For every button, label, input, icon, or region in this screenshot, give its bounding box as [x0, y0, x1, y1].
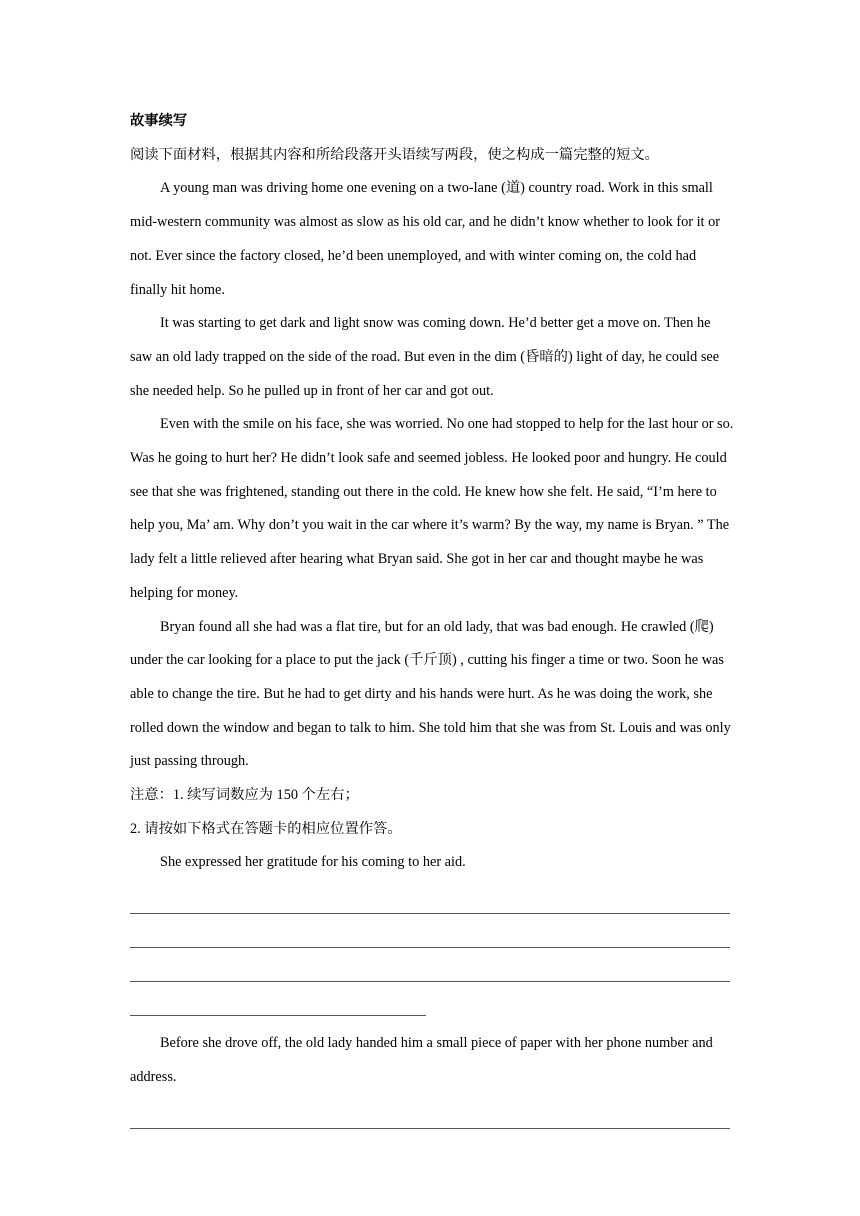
- doc-title: 故事续写: [130, 113, 188, 129]
- answer-line[interactable]: [130, 1095, 736, 1129]
- note-word-count: 注意：1. 续写词数应为 150 个左右；: [130, 787, 359, 804]
- story-paragraph-2: It was starting to get dark and light snow was coming down. He’d better get a move on. Then he saw an old lady trapped on the side of the road. But even in the dim (昏暗的) light of day, he could see she needed help. So he pulled up in front of her car and got out.: [130, 315, 720, 399]
- answer-line[interactable]: [130, 948, 736, 982]
- instruction-text: 阅读下面材料，根据其内容和所给段落开头语续写两段，使之构成一篇完整的短文。: [130, 146, 659, 163]
- document-content: [130, 105, 736, 1129]
- answer-line[interactable]: [130, 914, 736, 948]
- story-paragraph-4: Bryan found all she had was a flat tire, but for an old lady, that was bad enough. He crawled (爬) under the car looking for a place to put the jack (千斤顶) , cutting his finger a time or two. Soon he was able to change the tire. But he had to get dirty and his hands were hurt. As he was doing the work, she rolled down the window and began to talk to him. She told him that she was from St. Louis and was only just passing through.: [130, 618, 731, 770]
- answer-line-short[interactable]: [130, 982, 736, 1016]
- continuation-prompt-2: Before she drove off, the old lady handed him a small piece of paper with her phone number and address.: [130, 1035, 713, 1085]
- continuation-prompt-1: She expressed her gratitude for his coming to her aid.: [160, 854, 466, 871]
- story-paragraph-1: A young man was driving home one evening on a two-lane (道) country road. Work in this small mid-western community was almost as slow as his old car, and he didn’t know whether to look for it or not. Ever since the factory closed, he’d been unemployed, and with winter coming on, the cold had finally hit home.: [130, 180, 720, 298]
- answer-line[interactable]: [130, 880, 736, 914]
- story-paragraph-3: Even with the smile on his face, she was worried. No one had stopped to help for the last hour or so. Was he going to hurt her? He didn’t look safe and seemed jobless. He looked poor and hungry. He could see that she was frightened, standing out there in the cold. He knew how she felt. He said, “I’m here to help you, Ma’ am. Why don’t you wait in the car where it’s warm? By the way, my name is Bryan. ” The lady felt a little relieved after hearing what Bryan said. She got in her car and thought maybe he was helping for money.: [130, 416, 734, 601]
- note-answer-format: 2. 请按如下格式在答题卡的相应位置作答。: [130, 820, 402, 837]
